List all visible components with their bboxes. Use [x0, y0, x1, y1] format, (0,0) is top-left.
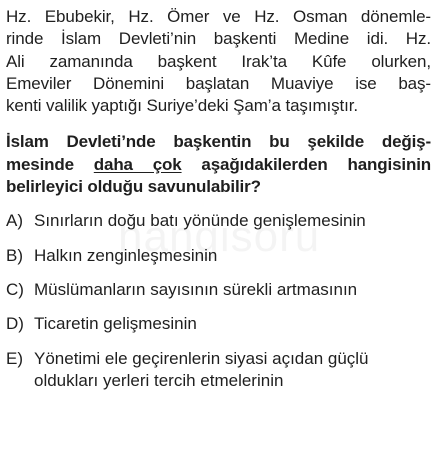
option-a[interactable]	[6, 210, 431, 232]
option-d[interactable]	[6, 313, 431, 335]
option-text	[34, 210, 431, 232]
option-e[interactable]	[6, 348, 431, 393]
option-text	[34, 313, 431, 335]
passage-line: kenti valilik yaptığı Suriye’deki Şam’a taşımıştır.	[6, 96, 359, 116]
option-text-line: Halkın zenginleşmesinin	[34, 245, 218, 265]
option-text-line: Müslümanların sayısının sürekli artmasının	[34, 279, 358, 299]
passage-line: Hz. Ebubekir, Hz. Ömer ve Hz. Osman dönemle-	[6, 7, 431, 26]
option-text	[34, 279, 431, 301]
option-letter: E)	[6, 348, 23, 368]
option-letter: D)	[6, 314, 24, 334]
option-text	[34, 348, 431, 393]
option-b[interactable]	[6, 245, 431, 267]
answer-options	[6, 210, 431, 392]
option-letter: B)	[6, 245, 23, 265]
question-emphasis: daha çok	[93, 154, 182, 174]
option-letter: C)	[6, 279, 24, 299]
option-letter: A)	[6, 211, 23, 231]
question-line: İslam Devleti’nde başkentin bu şekilde değiş-	[6, 132, 431, 152]
question-text: mesinde	[6, 154, 94, 174]
option-text-line: Ticaretin gelişmesinin	[34, 314, 197, 334]
question-text: aşağıdakilerden hangisinin	[181, 154, 432, 174]
passage-line: Ali zamanında başkent Irak’ta Kûfe olurken,	[6, 51, 431, 71]
question-line	[6, 154, 431, 176]
question-stem	[6, 131, 431, 198]
passage-line: Emeviler Dönemini başlatan Muaviye ise baş-	[6, 73, 431, 93]
option-c[interactable]	[6, 279, 431, 301]
option-text-line: Yönetimi ele geçirenlerin siyasi açıdan güçlü	[34, 348, 369, 368]
option-text-line: Sınırların doğu batı yönünde genişlemesinin	[34, 211, 366, 231]
passage-line: rinde İslam Devleti’nin başkenti Medine idi. Hz.	[6, 29, 431, 49]
option-text	[34, 245, 431, 267]
passage-text	[6, 6, 431, 117]
question-line: belirleyici olduğu savunulabilir?	[6, 177, 261, 197]
option-text-line: oldukları yerleri tercih etmelerinin	[34, 370, 284, 390]
